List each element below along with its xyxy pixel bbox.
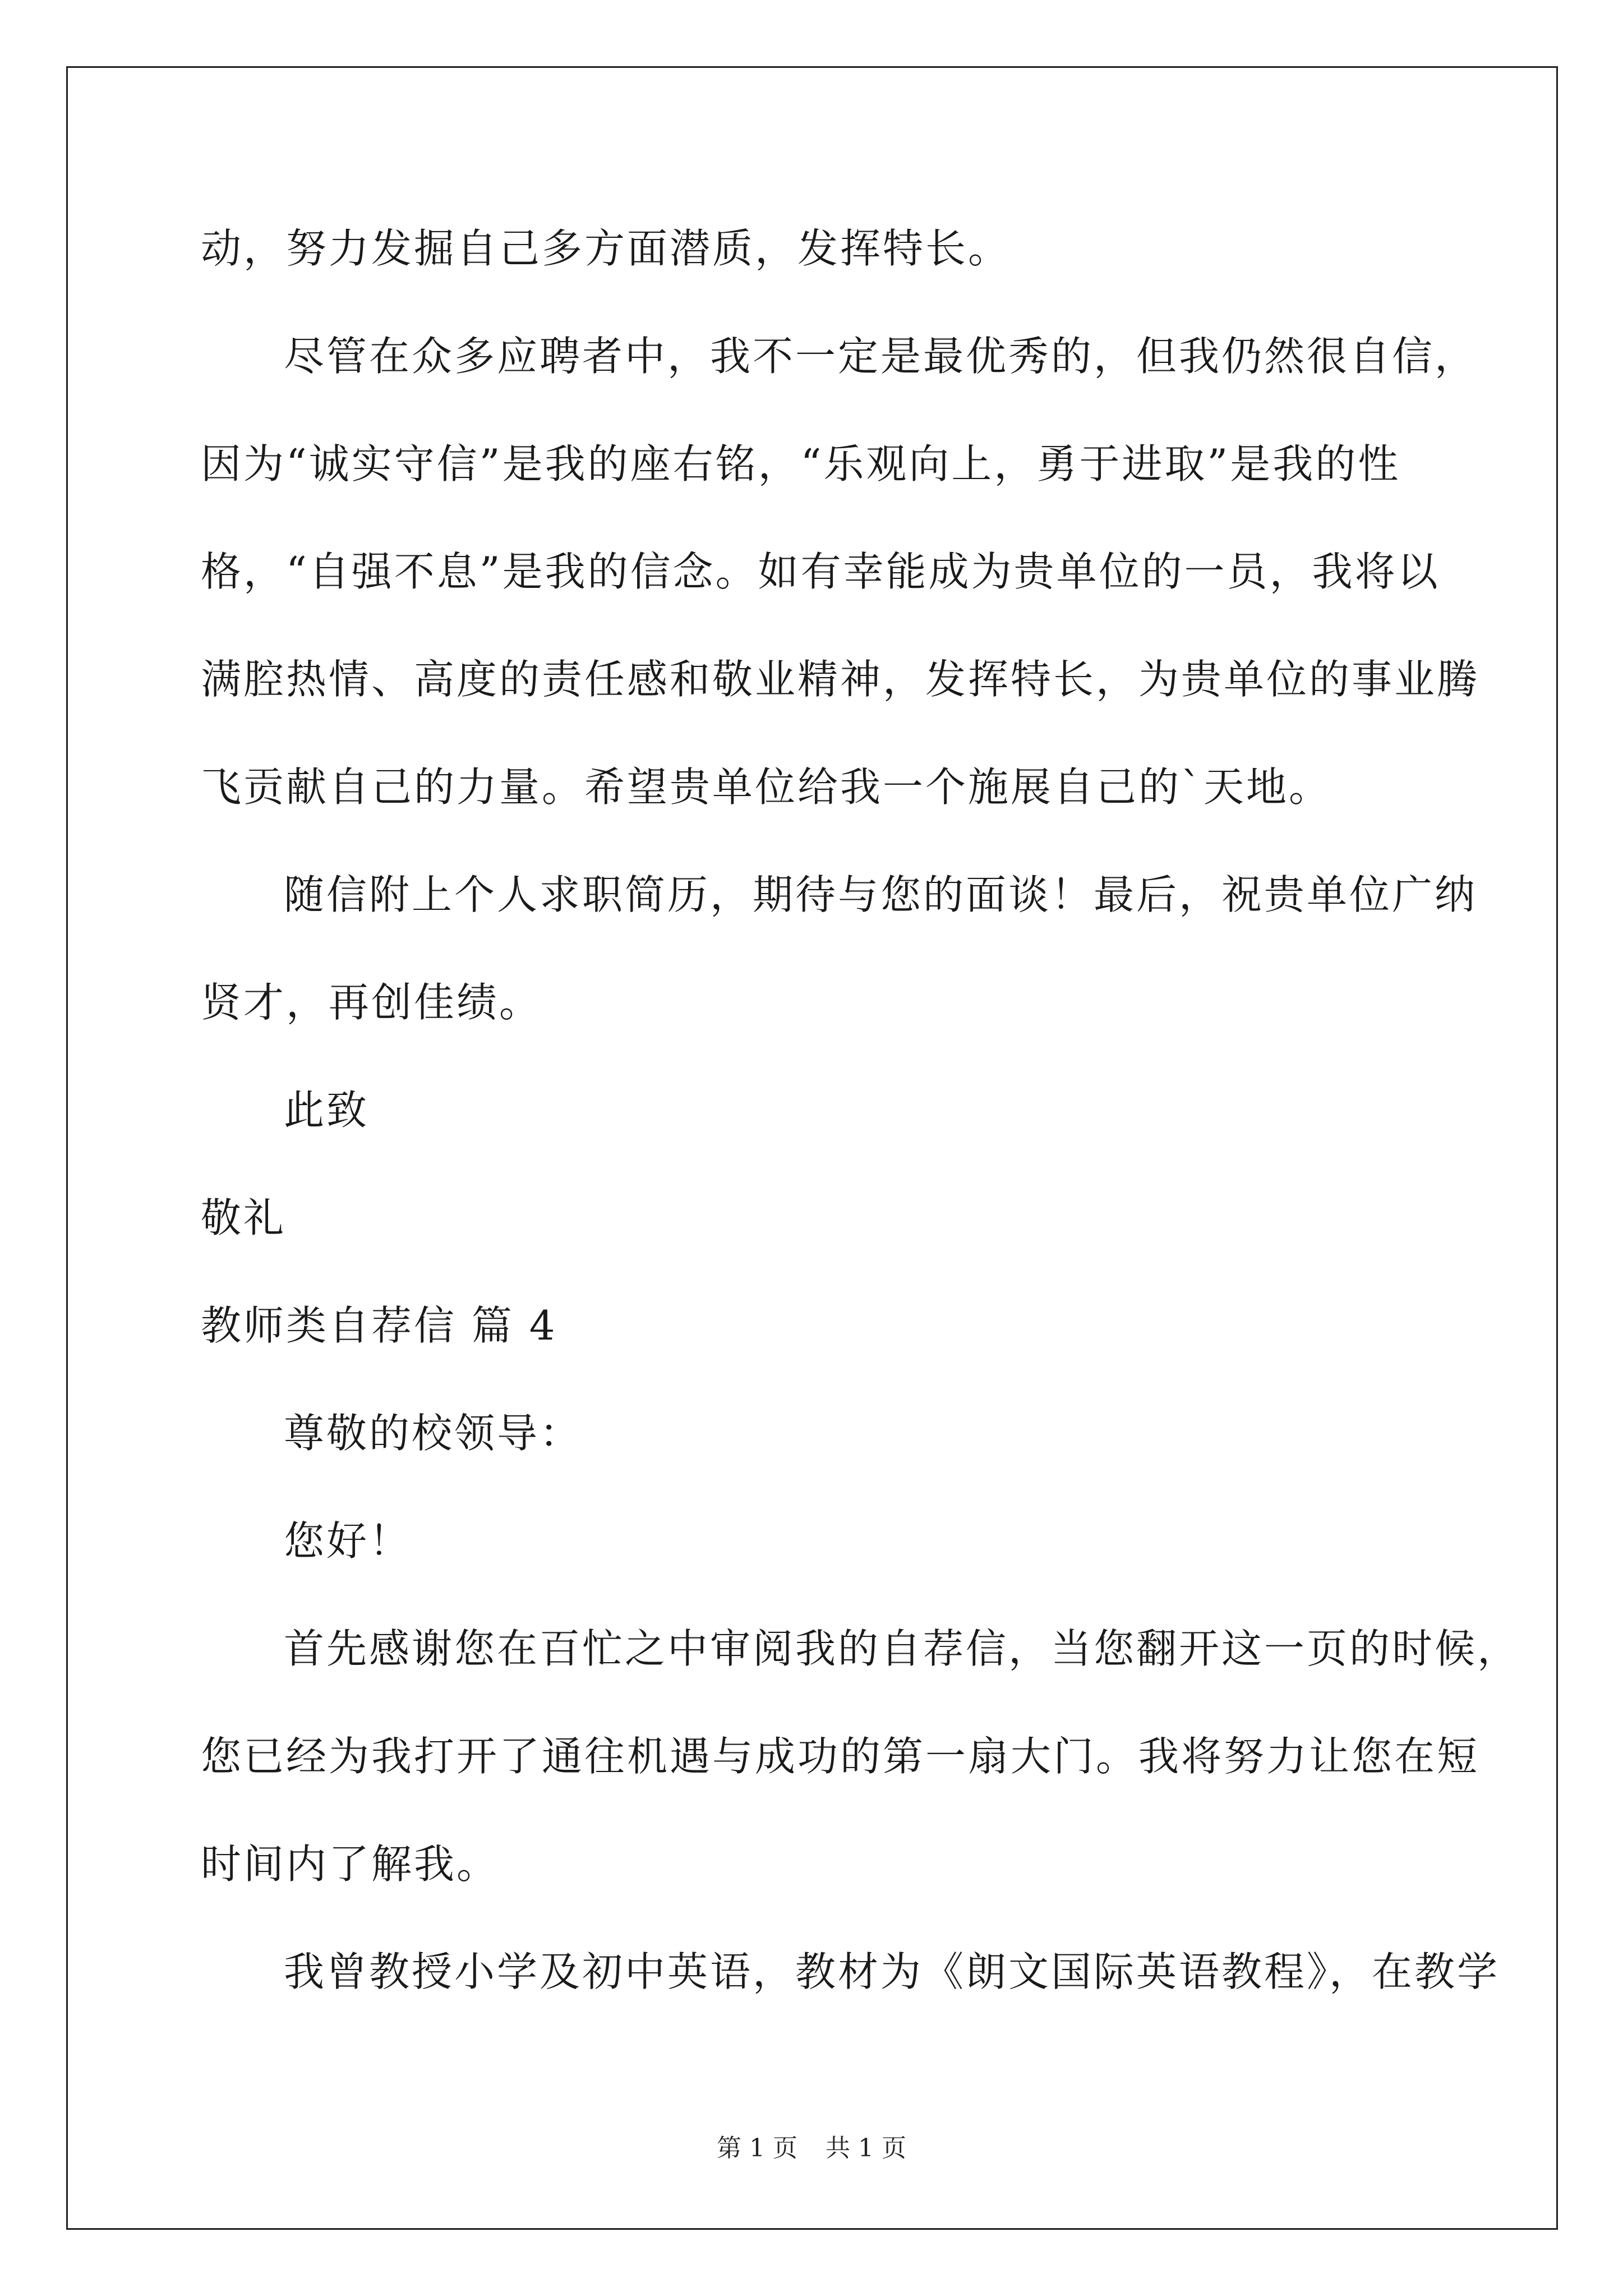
- page-footer: [0, 2132, 1623, 2165]
- greeting-recipient: 尊敬的校领导：: [284, 1410, 583, 1457]
- text-line: 飞贡献自己的力量。希望贵单位给我一个施展自己的`天地。: [201, 763, 1332, 811]
- text-line: 格，“自强不息”是我的信念。如有幸能成为贵单位的一员，我将以: [201, 548, 1440, 595]
- closing-regards: 敬礼: [201, 1194, 287, 1241]
- page-border: [66, 66, 1558, 2230]
- section-heading: 教师类自荐信 篇 4: [201, 1302, 557, 1349]
- text-line: 满腔热情、高度的责任感和敬业精神，发挥特长，为贵单位的事业腾: [201, 656, 1480, 703]
- text-line: 动，努力发掘自己多方面潜质，发挥特长。: [201, 225, 1011, 272]
- text-line: 因为“诚实守信”是我的座右铭，“乐观向上，勇于进取”是我的性: [201, 440, 1401, 487]
- text-line: 您已经为我打开了通往机遇与成功的第一扇大门。我将努力让您在短: [201, 1733, 1480, 1780]
- text-line: 贤才，再创佳绩。: [201, 979, 542, 1026]
- closing-salutation: 此致: [284, 1087, 370, 1134]
- text-line: 时间内了解我。: [201, 1841, 500, 1888]
- greeting: 您好！: [284, 1517, 412, 1565]
- text-line: 随信附上个人求职简历，期待与您的面谈！最后，祝贵单位广纳: [284, 871, 1478, 918]
- page-total: 共 1 页: [826, 2134, 906, 2162]
- page-number: 第 1 页: [717, 2134, 797, 2162]
- text-line: 首先感谢您在百忙之中审阅我的自荐信，当您翻开这一页的时候，: [284, 1625, 1520, 1672]
- text-line: 我曾教授小学及初中英语，教材为《朗文国际英语教程》，在教学: [284, 1948, 1500, 1995]
- text-line: 尽管在众多应聘者中，我不一定是最优秀的，但我仍然很自信，: [284, 333, 1478, 380]
